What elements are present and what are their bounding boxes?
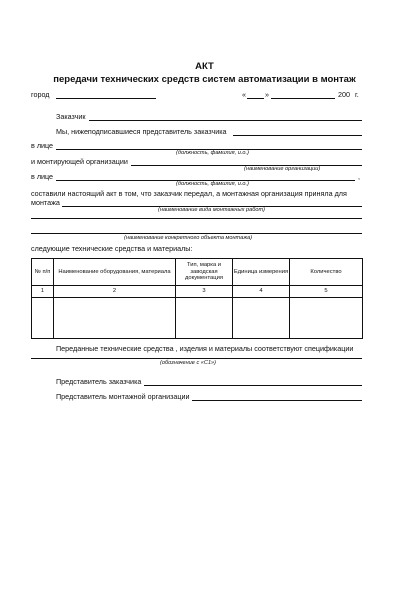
spec-designation-field[interactable] (31, 358, 362, 359)
col-number-2: 2 (54, 286, 176, 298)
compliance-text: Переданные технические средства , изделия и материалы соответствуют спецификации (56, 344, 354, 353)
in-person-label-2: в лице (31, 172, 54, 181)
spec-hint: (обозначение с «С1») (160, 360, 217, 366)
statement-line-1: составили настоящий акт в том, что заказчик передал, а монтажная организация приняла для (31, 189, 347, 198)
col-number-5: 5 (290, 286, 363, 298)
date-quote-open: « (242, 90, 246, 99)
position-hint-1: (должность, фамилия, и.о.) (176, 150, 249, 156)
object-line-2[interactable] (31, 233, 362, 234)
installer-org-label: и монтирующей организации (31, 157, 128, 166)
object-hint: (наименование конкретного объекта монтажа) (124, 235, 253, 241)
materials-table (31, 258, 363, 339)
col-header-type: Тип, марка и заводская документация (176, 259, 233, 286)
undersigned-text: Мы, нижеподписавшиеся представитель заказчика (56, 127, 227, 136)
customer-rep-signature-field[interactable] (144, 385, 362, 386)
in-person-label-1: в лице (31, 141, 54, 150)
customer-rep-field[interactable] (233, 135, 362, 136)
object-line-1[interactable] (31, 218, 362, 219)
table-cell[interactable] (176, 298, 233, 339)
col-header-name: Наименование оборудования, материала (54, 259, 176, 286)
org-name-hint: (наименование организации) (244, 166, 321, 172)
following-text: следующие технические средства и материалы: (31, 244, 193, 253)
document-title: АКТ (195, 61, 214, 72)
installer-rep-label: Представитель монтажной организации (56, 392, 190, 401)
col-header-unit: Единица измерения (233, 259, 290, 286)
col-number-4: 4 (233, 286, 290, 298)
document-subtitle: передачи технических средств систем автоматизации в монтаж (53, 74, 356, 85)
customer-rep-label: Представитель заказчика (56, 377, 142, 386)
table-row (32, 298, 363, 339)
year-suffix: г. (355, 90, 359, 99)
table-cell[interactable] (233, 298, 290, 339)
work-type-hint: (наименование вида монтажных работ) (158, 207, 265, 213)
year-label: 200 (338, 90, 350, 99)
table-header-row (32, 259, 363, 286)
month-field[interactable] (271, 98, 335, 99)
table-number-row (32, 286, 363, 298)
col-number-1: 1 (32, 286, 54, 298)
comma: , (358, 172, 360, 181)
table-cell[interactable] (32, 298, 54, 339)
position-hint-2: (должность, фамилия, и.о.) (176, 181, 249, 187)
installer-rep-signature-field[interactable] (192, 400, 362, 401)
city-field[interactable] (56, 98, 156, 99)
day-field[interactable] (247, 98, 264, 99)
city-label: город (31, 90, 50, 99)
customer-field[interactable] (89, 120, 362, 121)
statement-line-2-label: монтажа (31, 198, 60, 207)
table-cell[interactable] (290, 298, 363, 339)
customer-label: Заказчик (56, 112, 86, 121)
col-number-3: 3 (176, 286, 233, 298)
table-cell[interactable] (54, 298, 176, 339)
date-quote-close: » (265, 90, 269, 99)
col-header-number: № п/п (32, 259, 54, 286)
col-header-quantity: Количество (290, 259, 363, 286)
